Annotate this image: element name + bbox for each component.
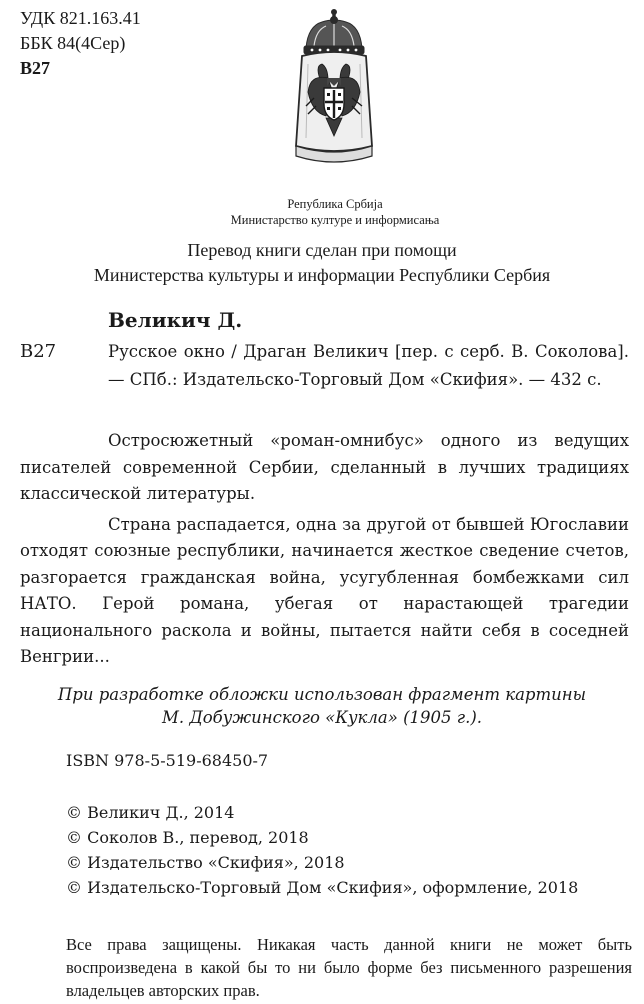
- author-heading: Великич Д.: [108, 308, 243, 332]
- annotation: [20, 428, 629, 675]
- emblem-caption-republic: Република Србија: [287, 197, 383, 211]
- copyright-author: © Великич Д., 2014: [66, 803, 235, 822]
- emblem-caption-ministry: Министарство културе и информисања: [230, 213, 440, 227]
- bibliographic-description: Русское окно / Драган Великич [пер. с серб. В. Соколова]. — СПб.: Издательско-Торговый Дом «Скифия». — 432 с.: [108, 342, 629, 389]
- copyright-list: [66, 800, 578, 900]
- author-mark: В27: [20, 58, 51, 78]
- annotation-paragraph-2: Страна распадается, одна за другой от бывшей Югославии отходят союзные республики, начинается жесткое сведение счетов, разгорается гражданская война, усугубленная бомбежками сил НАТО. Герой романа, убегая от нарастающей трагедии национального раскола и войны, пытается найти себя в соседней Венгрии...: [20, 514, 629, 666]
- cover-note-line-2: М. Добужинского «Кукла» (1905 г.).: [161, 708, 483, 727]
- annotation-paragraph-1: Остросюжетный «роман-омнибус» одного из ведущих писателей современной Сербии, сделанный в лучших традициях классической литературы.: [20, 431, 629, 503]
- classification-codes: [20, 6, 141, 81]
- udk-code: УДК 821.163.41: [20, 8, 141, 28]
- sponsor-note: [0, 238, 644, 288]
- cover-note-line-1: При разработке обложки использован фрагмент картины: [57, 685, 587, 704]
- isbn: ISBN 978-5-519-68450-7: [66, 751, 269, 770]
- serbian-coat-of-arms-icon: [292, 8, 376, 190]
- sponsor-line-2: Министерства культуры и информации Республики Сербия: [93, 265, 551, 285]
- cover-note: [0, 683, 644, 729]
- rights-notice: Все права защищены. Никакая часть данной книги не может быть воспроизведена в какой бы то ни было форме без письменного разрешения владельцев авторских прав.: [66, 935, 632, 1000]
- sponsor-line-1: Перевод книги сделан при помощи: [187, 240, 457, 260]
- copyright-design: © Издательско-Торговый Дом «Скифия», оформление, 2018: [66, 878, 579, 897]
- copyright-publisher: © Издательство «Скифия», 2018: [66, 853, 345, 872]
- copyright-translation: © Соколов В., перевод, 2018: [66, 828, 309, 847]
- bibliographic-code: В27: [20, 341, 57, 362]
- emblem-caption: [200, 196, 470, 228]
- bbk-code: ББК 84(4Сер): [20, 33, 126, 53]
